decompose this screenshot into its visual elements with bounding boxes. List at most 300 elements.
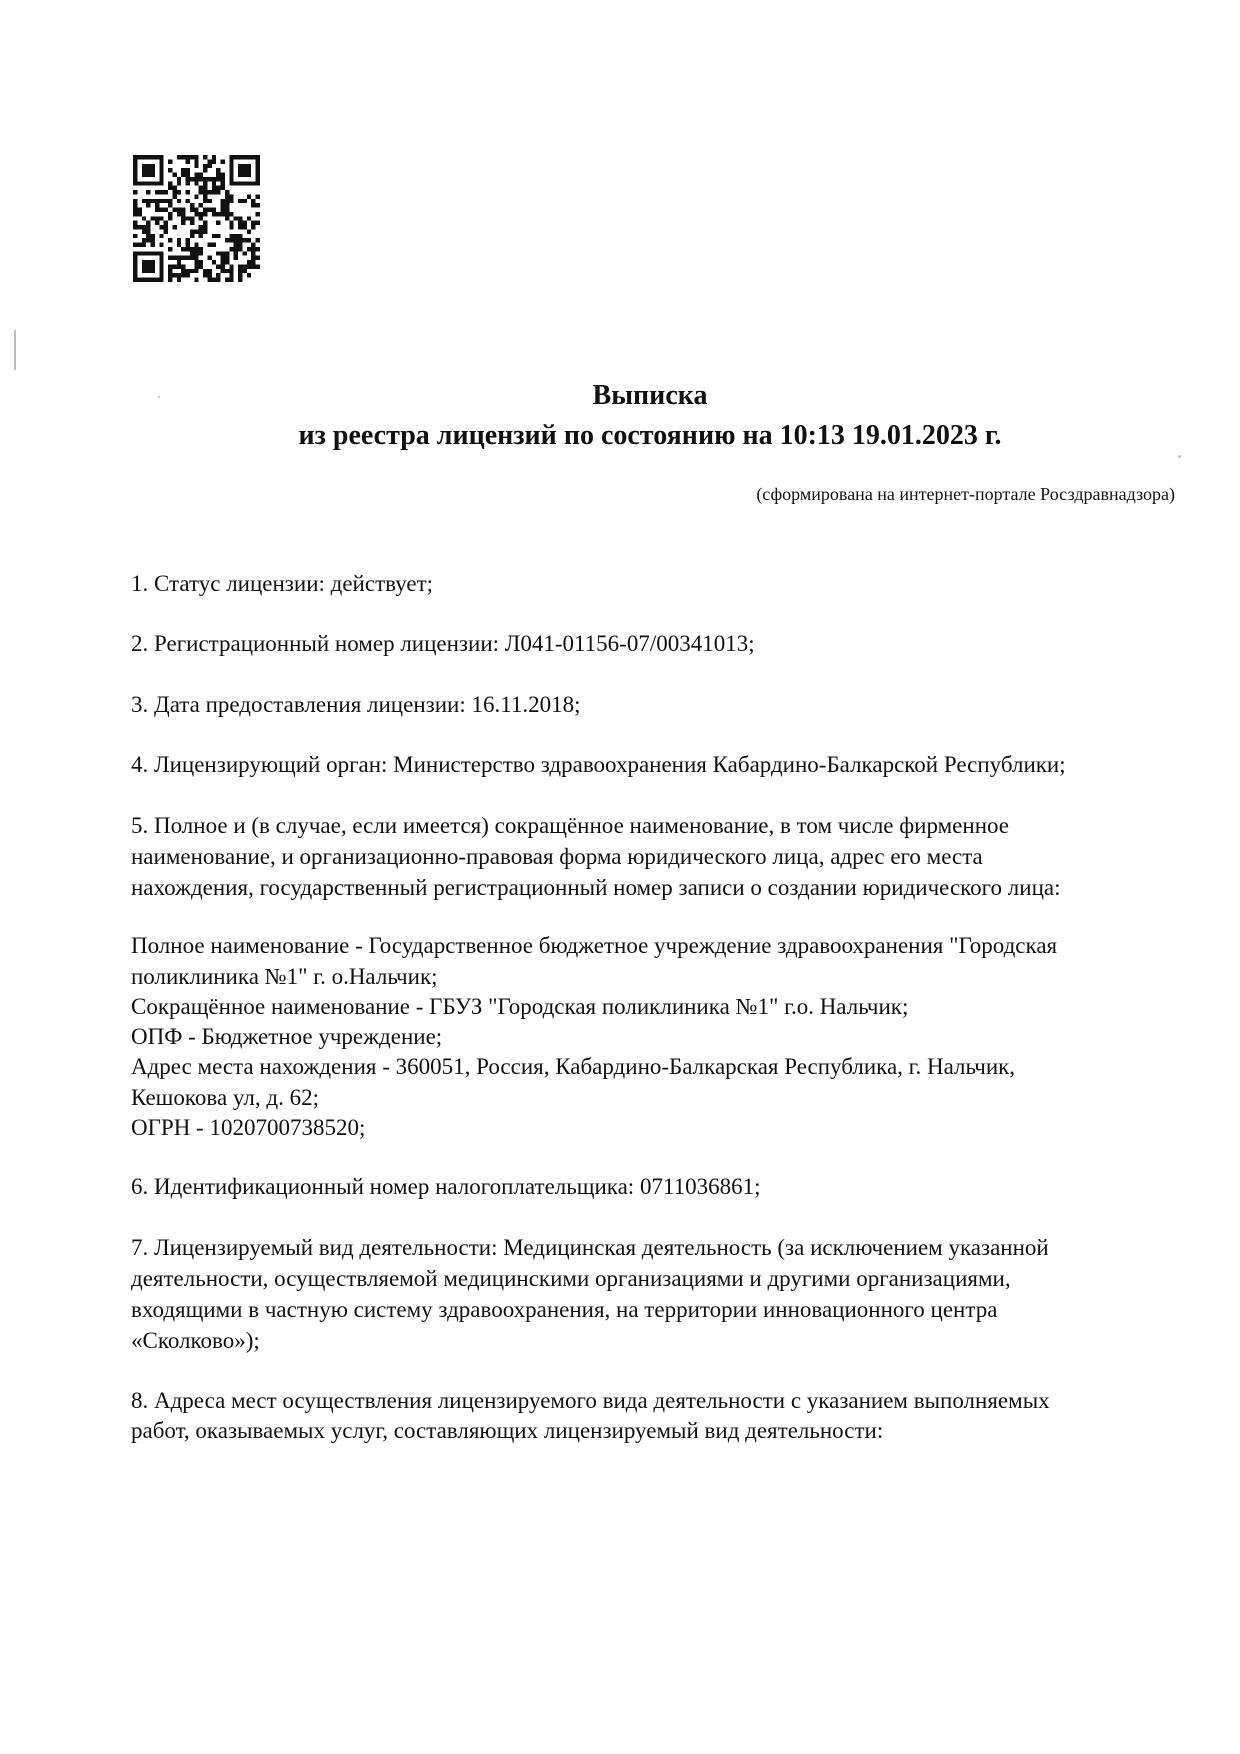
qr-module (155, 216, 159, 220)
qr-module (133, 155, 137, 159)
qr-module (137, 225, 141, 229)
qr-module (142, 199, 146, 203)
short-name: Сокращённое наименование - ГБУЗ "Городская поликлиника №1" г.о. Нальчик; (131, 994, 909, 1019)
qr-module (133, 190, 137, 194)
qr-module (177, 177, 181, 181)
qr-module (146, 238, 150, 242)
qr-module (221, 208, 225, 212)
qr-module (234, 251, 238, 255)
qr-module (194, 194, 198, 198)
qr-module (256, 194, 260, 198)
qr-module (207, 199, 211, 203)
qr-module (181, 212, 185, 216)
qr-module (177, 208, 181, 212)
qr-module (212, 260, 216, 264)
qr-module (242, 155, 246, 159)
qr-module (186, 173, 190, 177)
address-line-2: Кешокова ул, д. 62; (131, 1085, 319, 1110)
qr-module (247, 181, 251, 185)
qr-module (194, 208, 198, 212)
qr-module (238, 221, 242, 225)
qr-module (216, 190, 220, 194)
qr-module (207, 159, 211, 163)
qr-module (238, 225, 242, 229)
qr-module (216, 278, 220, 282)
qr-module (181, 173, 185, 177)
qr-module (247, 238, 251, 242)
qr-module (186, 199, 190, 203)
qr-module (247, 273, 251, 277)
qr-module (172, 190, 176, 194)
qr-module (221, 212, 225, 216)
qr-module (133, 168, 137, 172)
qr-module (256, 256, 260, 260)
qr-module (194, 269, 198, 273)
qr-module (155, 190, 159, 194)
qr-module (159, 269, 163, 273)
qr-module (177, 190, 181, 194)
qr-module (181, 168, 185, 172)
qr-module (251, 221, 255, 225)
qr-module (221, 264, 225, 268)
qr-module (212, 212, 216, 216)
qr-module (216, 173, 220, 177)
qr-module (199, 251, 203, 255)
qr-module (221, 177, 225, 181)
document-subtitle: из реестра лицензий по состоянию на 10:13 19.01.2023 г. (298, 420, 1002, 451)
qr-module (190, 216, 194, 220)
qr-module (146, 278, 150, 282)
qr-module (238, 164, 242, 168)
qr-module (190, 203, 194, 207)
qr-module (247, 173, 251, 177)
qr-module (142, 168, 146, 172)
qr-module (199, 203, 203, 207)
qr-module (155, 221, 159, 225)
qr-module (168, 159, 172, 163)
qr-module (238, 181, 242, 185)
qr-module (256, 238, 260, 242)
qr-module (256, 159, 260, 163)
qr-module (212, 181, 216, 185)
qr-module (151, 243, 155, 247)
qr-module (216, 273, 220, 277)
qr-module (229, 269, 233, 273)
qr-module (229, 264, 233, 268)
qr-module (186, 247, 190, 251)
qr-module (177, 264, 181, 268)
qr-module (159, 234, 163, 238)
qr-module (133, 264, 137, 268)
qr-module (164, 225, 168, 229)
qr-module (229, 225, 233, 229)
qr-module (190, 256, 194, 260)
qr-module (225, 216, 229, 220)
qr-module (159, 243, 163, 247)
qr-module (146, 190, 150, 194)
qr-module (181, 221, 185, 225)
qr-module (199, 234, 203, 238)
item-4-licensing-authority: 4. Лицензирующий орган: Министерство здравоохранения Кабардино-Балкарской Республики; (131, 752, 1066, 777)
qr-module (133, 243, 137, 247)
qr-module (142, 173, 146, 177)
qr-module (194, 256, 198, 260)
qr-module (194, 264, 198, 268)
qr-module (177, 181, 181, 185)
qr-module (256, 168, 260, 172)
qr-module (212, 155, 216, 159)
qr-module (221, 181, 225, 185)
qr-module (133, 203, 137, 207)
scan-speck (1178, 455, 1181, 458)
qr-module (216, 212, 220, 216)
qr-module (142, 251, 146, 255)
qr-module (256, 181, 260, 185)
qr-module (194, 155, 198, 159)
qr-module (146, 234, 150, 238)
qr-module (216, 221, 220, 225)
qr-module (203, 199, 207, 203)
qr-module (216, 234, 220, 238)
qr-module (251, 203, 255, 207)
qr-module (256, 173, 260, 177)
qr-module (133, 212, 137, 216)
qr-module (186, 168, 190, 172)
qr-module (194, 159, 198, 163)
qr-module (159, 168, 163, 172)
qr-module (212, 159, 216, 163)
qr-module (168, 264, 172, 268)
qr-module (142, 264, 146, 268)
qr-module (168, 247, 172, 251)
qr-module (151, 264, 155, 268)
qr-module (190, 155, 194, 159)
qr-module (238, 264, 242, 268)
qr-module (229, 199, 233, 203)
full-name-line-1: Полное наименование - Государственное бюджетное учреждение здравоохранения "Городская (131, 933, 1058, 958)
qr-module (229, 181, 233, 185)
qr-module (199, 260, 203, 264)
qr-module (137, 243, 141, 247)
qr-module (203, 273, 207, 277)
qr-module (194, 243, 198, 247)
qr-module (194, 181, 198, 185)
qr-module (159, 225, 163, 229)
qr-module (225, 269, 229, 273)
qr-module (177, 260, 181, 264)
qr-module (133, 260, 137, 264)
qr-module (194, 229, 198, 233)
qr-module (146, 269, 150, 273)
qr-module (133, 234, 137, 238)
qr-module (194, 173, 198, 177)
qr-module (225, 260, 229, 264)
qr-module (159, 181, 163, 185)
qr-module (238, 199, 242, 203)
qr-module (186, 177, 190, 181)
qr-module (199, 247, 203, 251)
qr-module (155, 203, 159, 207)
qr-module (194, 247, 198, 251)
qr-module (146, 221, 150, 225)
qr-module (159, 264, 163, 268)
qr-module (212, 208, 216, 212)
qr-module (137, 212, 141, 216)
qr-module (151, 181, 155, 185)
qr-module (159, 278, 163, 282)
qr-module (168, 181, 172, 185)
scan-speck (158, 396, 160, 398)
qr-module (203, 225, 207, 229)
qr-module (242, 199, 246, 203)
qr-module (251, 264, 255, 268)
qr-module (194, 278, 198, 282)
qr-module (203, 190, 207, 194)
qr-module (203, 181, 207, 185)
qr-module (159, 260, 163, 264)
qr-module (186, 269, 190, 273)
qr-module (133, 181, 137, 185)
qr-module (146, 155, 150, 159)
qr-module (133, 225, 137, 229)
qr-module (234, 247, 238, 251)
qr-module (146, 181, 150, 185)
qr-module (159, 164, 163, 168)
qr-module (172, 173, 176, 177)
item-8-line-2: работ, оказываемых услуг, составляющих лицензируемый вид деятельности: (131, 1418, 884, 1443)
qr-module (247, 216, 251, 220)
qr-module (172, 194, 176, 198)
legal-form: ОПФ - Бюджетное учреждение; (131, 1024, 443, 1049)
qr-module (151, 216, 155, 220)
qr-module (242, 173, 246, 177)
qr-module (251, 251, 255, 255)
qr-module (181, 256, 185, 260)
qr-module (256, 264, 260, 268)
qr-module (225, 199, 229, 203)
qr-module (194, 177, 198, 181)
qr-module (146, 260, 150, 264)
qr-module (225, 238, 229, 242)
qr-module (207, 208, 211, 212)
qr-module (242, 221, 246, 225)
qr-module (168, 212, 172, 216)
qr-module (159, 159, 163, 163)
qr-module (251, 199, 255, 203)
qr-module (186, 181, 190, 185)
qr-module (151, 238, 155, 242)
qr-module (221, 173, 225, 177)
qr-module (194, 212, 198, 216)
qr-module (133, 159, 137, 163)
qr-module (207, 164, 211, 168)
qr-module (181, 216, 185, 220)
document-title: Выписка (592, 380, 708, 411)
qr-module (137, 155, 141, 159)
qr-module (133, 273, 137, 277)
qr-module (238, 243, 242, 247)
qr-module (203, 155, 207, 159)
item-8-line-1: 8. Адреса мест осуществления лицензируемого вида деятельности с указанием выполняемых (131, 1388, 1050, 1413)
qr-module (186, 243, 190, 247)
qr-module (133, 177, 137, 181)
item-5-line-1: 5. Полное и (в случае, если имеется) сокращённое наименование, в том числе фирменное (131, 813, 1009, 838)
qr-module (146, 225, 150, 229)
qr-module (177, 199, 181, 203)
qr-module (186, 159, 190, 163)
qr-module (203, 194, 207, 198)
qr-module (251, 155, 255, 159)
qr-module (234, 243, 238, 247)
qr-module (251, 181, 255, 185)
qr-module (177, 273, 181, 277)
qr-module (172, 273, 176, 277)
qr-module (190, 229, 194, 233)
qr-module (159, 190, 163, 194)
qr-module (229, 155, 233, 159)
qr-module (238, 247, 242, 251)
qr-module (203, 229, 207, 233)
qr-module (137, 251, 141, 255)
qr-module (229, 168, 233, 172)
qr-module (177, 243, 181, 247)
qr-module (155, 208, 159, 212)
qr-module (207, 190, 211, 194)
qr-module (212, 186, 216, 190)
qr-module (177, 256, 181, 260)
qr-module (221, 199, 225, 203)
qr-module (234, 238, 238, 242)
qr-module (251, 256, 255, 260)
qr-module (155, 278, 159, 282)
qr-module (229, 221, 233, 225)
qr-module (207, 273, 211, 277)
qr-module (155, 155, 159, 159)
qr-module (164, 199, 168, 203)
qr-module (216, 177, 220, 181)
qr-module (151, 164, 155, 168)
qr-module (242, 168, 246, 172)
qr-module (212, 243, 216, 247)
qr-module (190, 177, 194, 181)
qr-module (186, 273, 190, 277)
qr-module (238, 216, 242, 220)
qr-module (190, 208, 194, 212)
qr-module (234, 234, 238, 238)
qr-module (133, 269, 137, 273)
qr-module (159, 199, 163, 203)
qr-module (199, 186, 203, 190)
qr-module (146, 199, 150, 203)
qr-module (142, 243, 146, 247)
qr-module (151, 173, 155, 177)
qr-module (181, 247, 185, 251)
qr-module (142, 238, 146, 242)
qr-module (168, 238, 172, 242)
qr-module (242, 269, 246, 273)
qr-module (203, 164, 207, 168)
qr-module (155, 251, 159, 255)
qr-module (190, 251, 194, 255)
qr-module (159, 155, 163, 159)
qr-module (221, 159, 225, 163)
scan-mark (14, 330, 16, 370)
qr-module (199, 229, 203, 233)
item-1-status: 1. Статус лицензии: действует; (131, 571, 434, 596)
qr-module (177, 238, 181, 242)
qr-module (238, 269, 242, 273)
qr-module (168, 269, 172, 273)
qr-code-icon (133, 155, 260, 282)
qr-module (151, 155, 155, 159)
qr-module (225, 203, 229, 207)
qr-module (256, 212, 260, 216)
qr-module (216, 251, 220, 255)
qr-module (229, 278, 233, 282)
qr-module (194, 251, 198, 255)
qr-module (133, 251, 137, 255)
item-3-issue-date: 3. Дата предоставления лицензии: 16.11.2018; (131, 692, 581, 717)
qr-module (155, 199, 159, 203)
qr-module (142, 216, 146, 220)
qr-module (247, 229, 251, 233)
qr-module (164, 208, 168, 212)
qr-module (142, 278, 146, 282)
qr-module (181, 264, 185, 268)
qr-module (142, 181, 146, 185)
qr-module (168, 256, 172, 260)
qr-module (190, 221, 194, 225)
qr-module (256, 247, 260, 251)
qr-module (133, 278, 137, 282)
qr-module (207, 256, 211, 260)
qr-module (172, 186, 176, 190)
qr-module (199, 177, 203, 181)
qr-module (142, 229, 146, 233)
qr-module (151, 251, 155, 255)
qr-module (247, 164, 251, 168)
qr-module (234, 256, 238, 260)
qr-module (229, 238, 233, 242)
full-name-line-2: поликлиника №1" г. о.Нальчик; (131, 964, 438, 989)
qr-module (207, 177, 211, 181)
item-7-line-3: входящими в частную систему здравоохранения, на территории инновационного центра (131, 1297, 998, 1322)
qr-module (151, 199, 155, 203)
qr-module (142, 225, 146, 229)
qr-module (203, 177, 207, 181)
qr-module (168, 203, 172, 207)
qr-module (186, 190, 190, 194)
qr-module (199, 225, 203, 229)
generated-note: (сформирована на интернет-портале Росздравнадзора) (756, 484, 1175, 504)
qr-module (146, 251, 150, 255)
qr-module (225, 190, 229, 194)
qr-module (221, 251, 225, 255)
qr-module (199, 173, 203, 177)
qr-module (159, 216, 163, 220)
qr-module (229, 164, 233, 168)
qr-module (186, 155, 190, 159)
item-7-line-4: «Сколково»); (131, 1328, 260, 1353)
qr-module (159, 256, 163, 260)
qr-module (251, 243, 255, 247)
qr-module (221, 256, 225, 260)
qr-module (142, 155, 146, 159)
qr-module (229, 159, 233, 163)
qr-module (177, 155, 181, 159)
address-line-1: Адрес места нахождения - 360051, Россия, Кабардино-Балкарская Республика, г. Нальчик, (131, 1054, 1016, 1079)
qr-module (203, 208, 207, 212)
